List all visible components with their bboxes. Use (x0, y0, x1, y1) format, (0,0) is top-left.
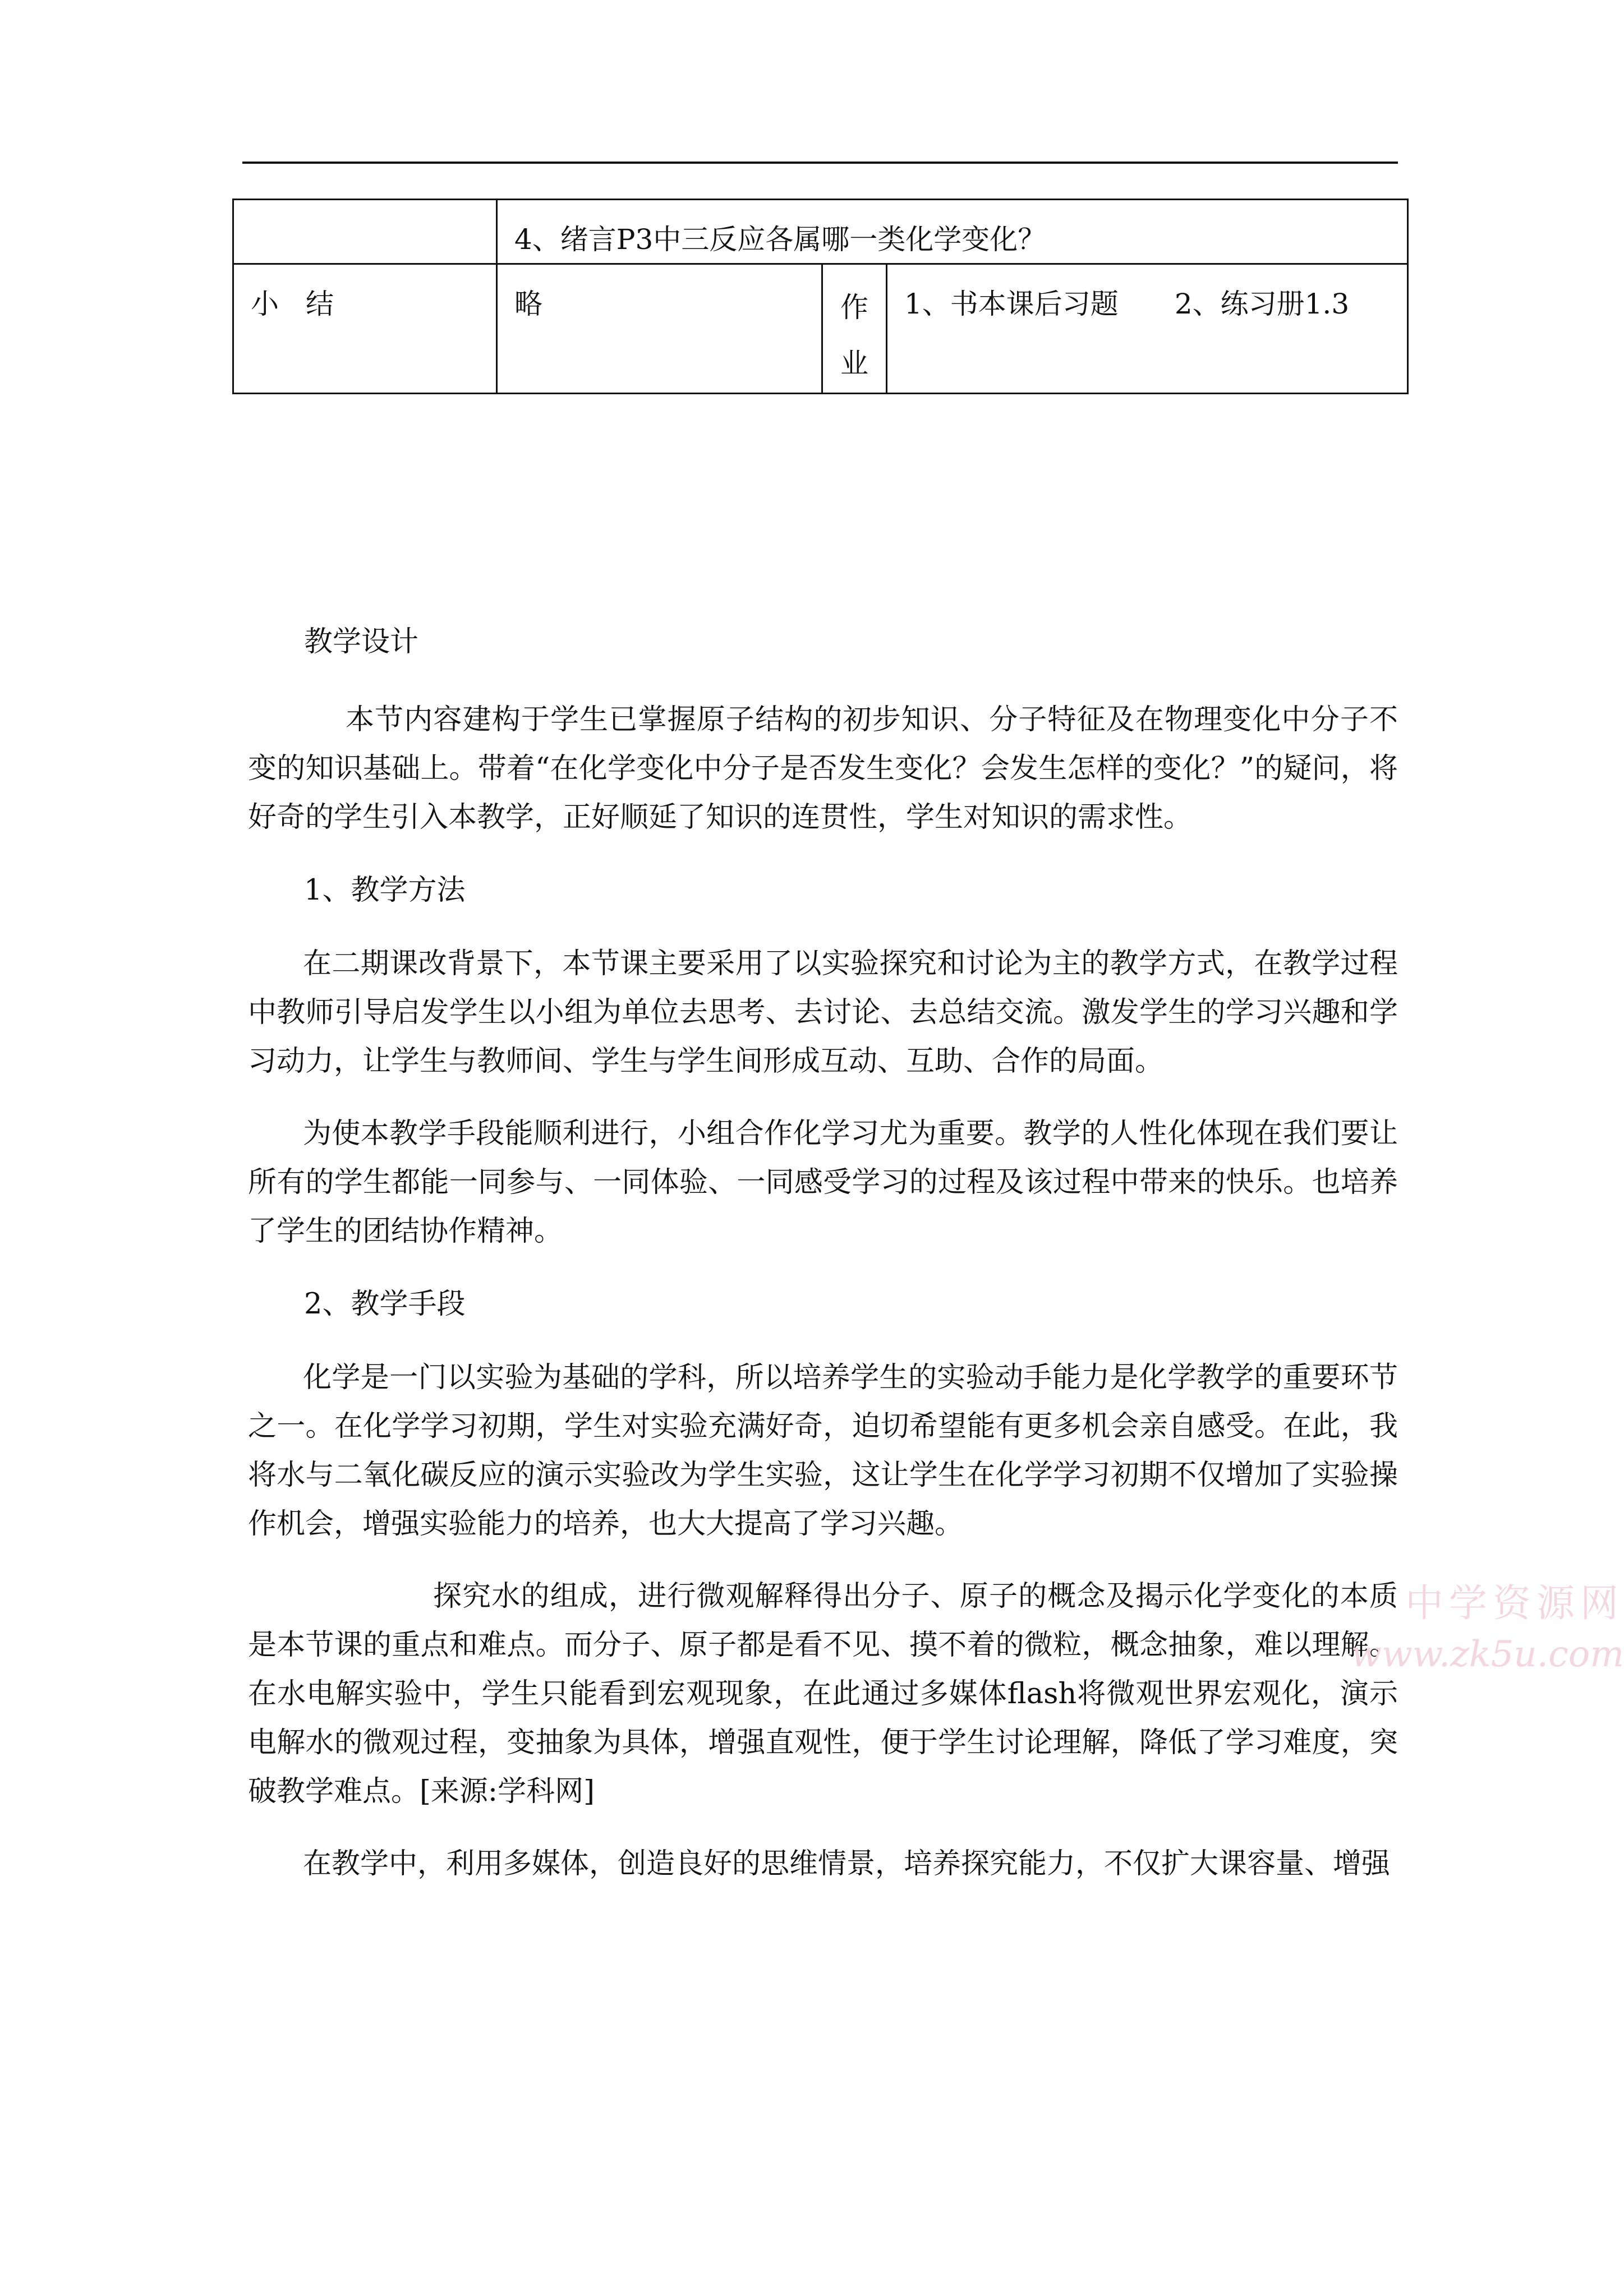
homework-item-2: 2、练习册1.3 (1174, 288, 1350, 320)
homework-content (887, 265, 1407, 322)
watermark-text: 中学资源网 (1405, 1582, 1624, 1626)
document-body (248, 617, 1398, 1888)
homework-label-top: 作 (840, 291, 868, 324)
lesson-table (232, 199, 1409, 394)
summary-content: 略 (514, 288, 542, 320)
table-cell-empty (233, 200, 497, 264)
intro-paragraph: 本节内容建构于学生已掌握原子结构的初步知识、分子特征及在物理变化中分子不变的知识基础上。带着“在化学变化中分子是否发生变化？会发生怎样的变化？”的疑问，将好奇的学生引入本教学，正好顺延了知识的连贯性，学生对知识的需求性。 (248, 703, 1398, 834)
question-text: 4、绪言P3中三反应各属哪一类化学变化？ (514, 223, 1046, 256)
homework-item-1: 1、书本课后习题 (904, 288, 1119, 320)
section-2-paragraph-2: 探究水的组成，进行微观解释得出分子、原子的概念及揭示化学变化的本质是本节课的重点和难点。而分子、原子都是看不见、摸不着的微粒，概念抽象，难以理解。在水电解实验中，学生只能看到宏观现象，在此通过多媒体flash将微观世界宏观化，演示电解水的微观过程，变抽象为具体，增强直观性，便于学生讨论理解，降低了学习难度，突破教学难点。[来源:学科网] (248, 1580, 1398, 1808)
header-rule (242, 162, 1398, 164)
table-cell-summary-content (497, 264, 822, 394)
table-cell-question (497, 200, 1408, 264)
table-row (233, 264, 1408, 394)
table-cell-homework-content (887, 264, 1408, 394)
document-title: 教学设计 (304, 625, 419, 658)
section-1-paragraph-2: 为使本教学手段能顺利进行，小组合作化学习尤为重要。教学的人性化体现在我们要让所有的学生都能一同参与、一同体验、一同感受学习的过程及该过程中带来的快乐。也培养了学生的团结协作精神。 (248, 1117, 1398, 1248)
section-2-title: 2、教学手段 (304, 1288, 466, 1321)
table-cell-homework-label (822, 264, 887, 394)
summary-label: 小结 (251, 288, 361, 320)
homework-label (840, 265, 868, 391)
section-2-paragraph-1: 化学是一门以实验为基础的学科，所以培养学生的实验动手能力是化学教学的重要环节之一。在化学学习初期，学生对实验充满好奇，迫切希望能有更多机会亲自感受。在此，我将水与二氧化碳反应的演示实验改为学生实验，这让学生在化学学习初期不仅增加了实验操作机会，增强实验能力的培养，也大大提高了学习兴趣。 (248, 1361, 1398, 1541)
section-1-title: 1、教学方法 (304, 874, 466, 907)
homework-label-bottom: 业 (840, 347, 868, 380)
section-1-paragraph-1: 在二期课改背景下，本节课主要采用了以实验探究和讨论为主的教学方式，在教学过程中教师引导启发学生以小组为单位去思考、去讨论、去总结交流。激发学生的学习兴趣和学习动力，让学生与教师间、学生与学生间形成互动、互助、合作的局面。 (248, 947, 1398, 1078)
table-row (233, 200, 1408, 264)
table-cell-summary-label (233, 264, 497, 394)
section-2-paragraph-3: 在教学中，利用多媒体，创造良好的思维情景，培养探究能力，不仅扩大课容量、增强 (303, 1847, 1391, 1880)
watermark-url: www.zk5u.com (1351, 1634, 1624, 1675)
